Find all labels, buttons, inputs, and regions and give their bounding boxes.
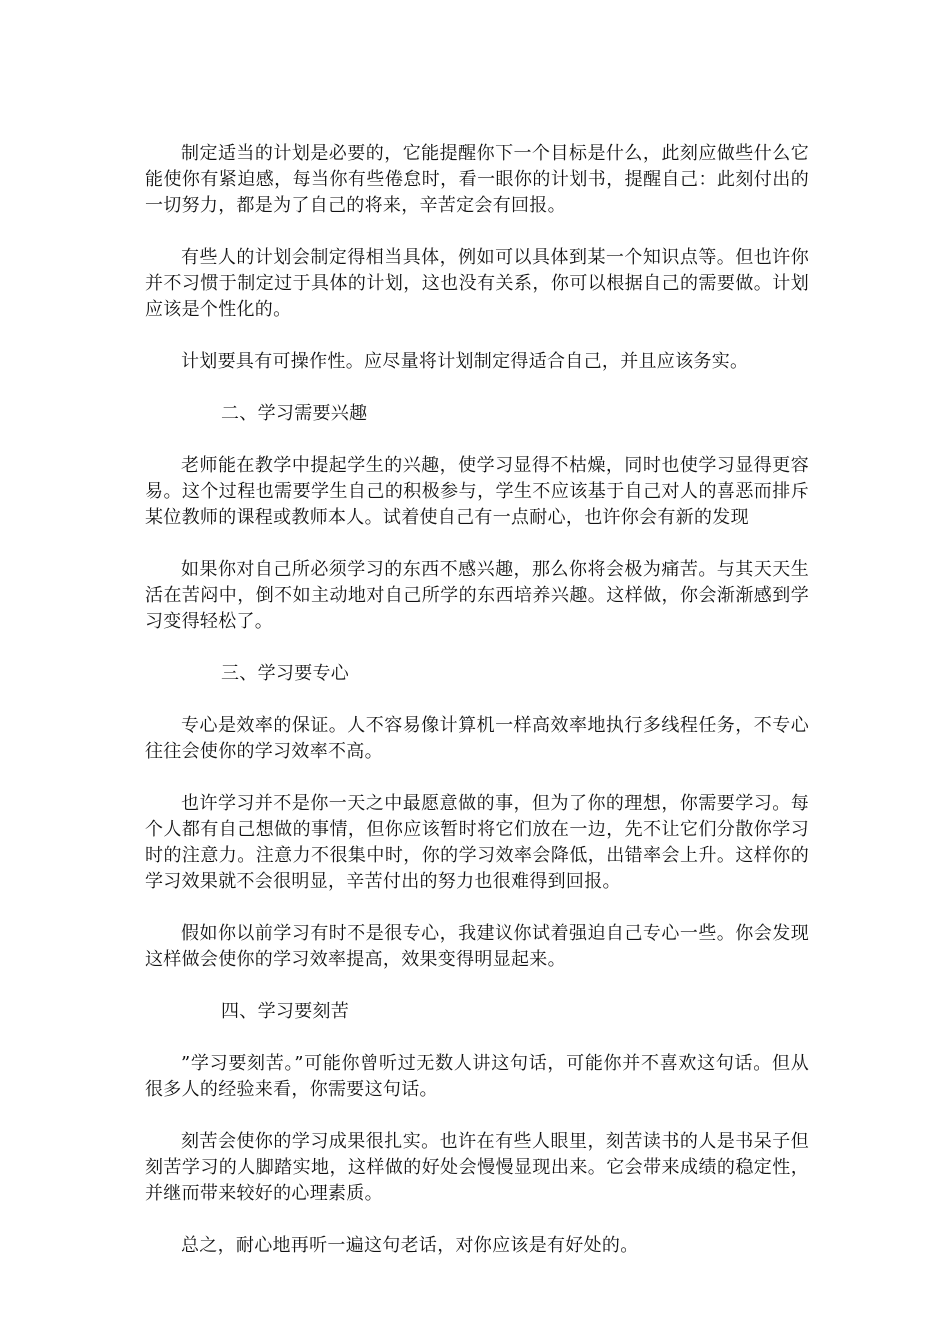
paragraph-teacher-interest: 老师能在教学中提起学生的兴趣，使学习显得不枯燥，同时也使学习显得更容易。这个过程也需要学生自己的积极参与，学生不应该基于自己对人的喜恶而排斥某位教师的课程或教师本人。试着使自己有一点耐心，也许你会有新的发现 [145,455,809,528]
paragraph-cultivate-interest: 如果你对自己所必须学习的东西不感兴趣，那么你将会极为痛苦。与其天天生活在苦闷中，倒不如主动地对自己所学的东西培养兴趣。这样做，你会渐渐感到学习变得轻松了。 [145,559,809,632]
paragraph-focus-advice: 假如你以前学习有时不是很专心，我建议你试着强迫自己专心一些。你会发现这样做会使你的学习效率提高，效果变得明显起来。 [145,923,809,970]
paragraph-focus-efficiency: 专心是效率的保证。人不容易像计算机一样高效率地执行多线程任务，不专心往往会使你的学习效率不高。 [145,715,809,762]
section-heading-interest: 二、学习需要兴趣 [221,403,368,424]
paragraph-diligence-saying: ”学习要刻苦。”可能你曾听过无数人讲这句话，可能你并不喜欢这句话。但从很多人的经验来看，你需要这句话。 [145,1053,809,1100]
section-heading-focus: 三、学习要专心 [221,663,350,684]
paragraph-plan-specific: 有些人的计划会制定得相当具体，例如可以具体到某一个知识点等。但也许你并不习惯于制定过于具体的计划，这也没有关系，你可以根据自己的需要做。计划应该是个性化的。 [145,247,809,320]
paragraph-plan-necessity: 制定适当的计划是必要的，它能提醒你下一个目标是什么，此刻应做些什么它能使你有紧迫感，每当你有些倦怠时，看一眼你的计划书，提醒自己：此刻付出的一切努力，都是为了自己的将来，辛苦定会有回报。 [145,143,809,216]
section-heading-diligence: 四、学习要刻苦 [221,1001,350,1022]
paragraph-plan-operable: 计划要具有可操作性。应尽量将计划制定得适合自己，并且应该务实。 [181,351,749,372]
paragraph-conclusion: 总之，耐心地再听一遍这句老话，对你应该是有好处的。 [181,1235,639,1256]
document-body [145,141,809,1285]
paragraph-focus-ideal: 也许学习并不是你一天之中最愿意做的事，但为了你的理想，你需要学习。每个人都有自己想做的事情，但你应该暂时将它们放在一边，先不让它们分散你学习时的注意力。注意力不很集中时，你的学习效率会降低，出错率会上升。这样你的学习效果就不会很明显，辛苦付出的努力也很难得到回报。 [145,793,809,892]
paragraph-diligence-results: 刻苦会使你的学习成果很扎实。也许在有些人眼里，刻苦读书的人是书呆子但刻苦学习的人脚踏实地，这样做的好处会慢慢显现出来。它会带来成绩的稳定性，并继而带来较好的心理素质。 [145,1131,809,1204]
